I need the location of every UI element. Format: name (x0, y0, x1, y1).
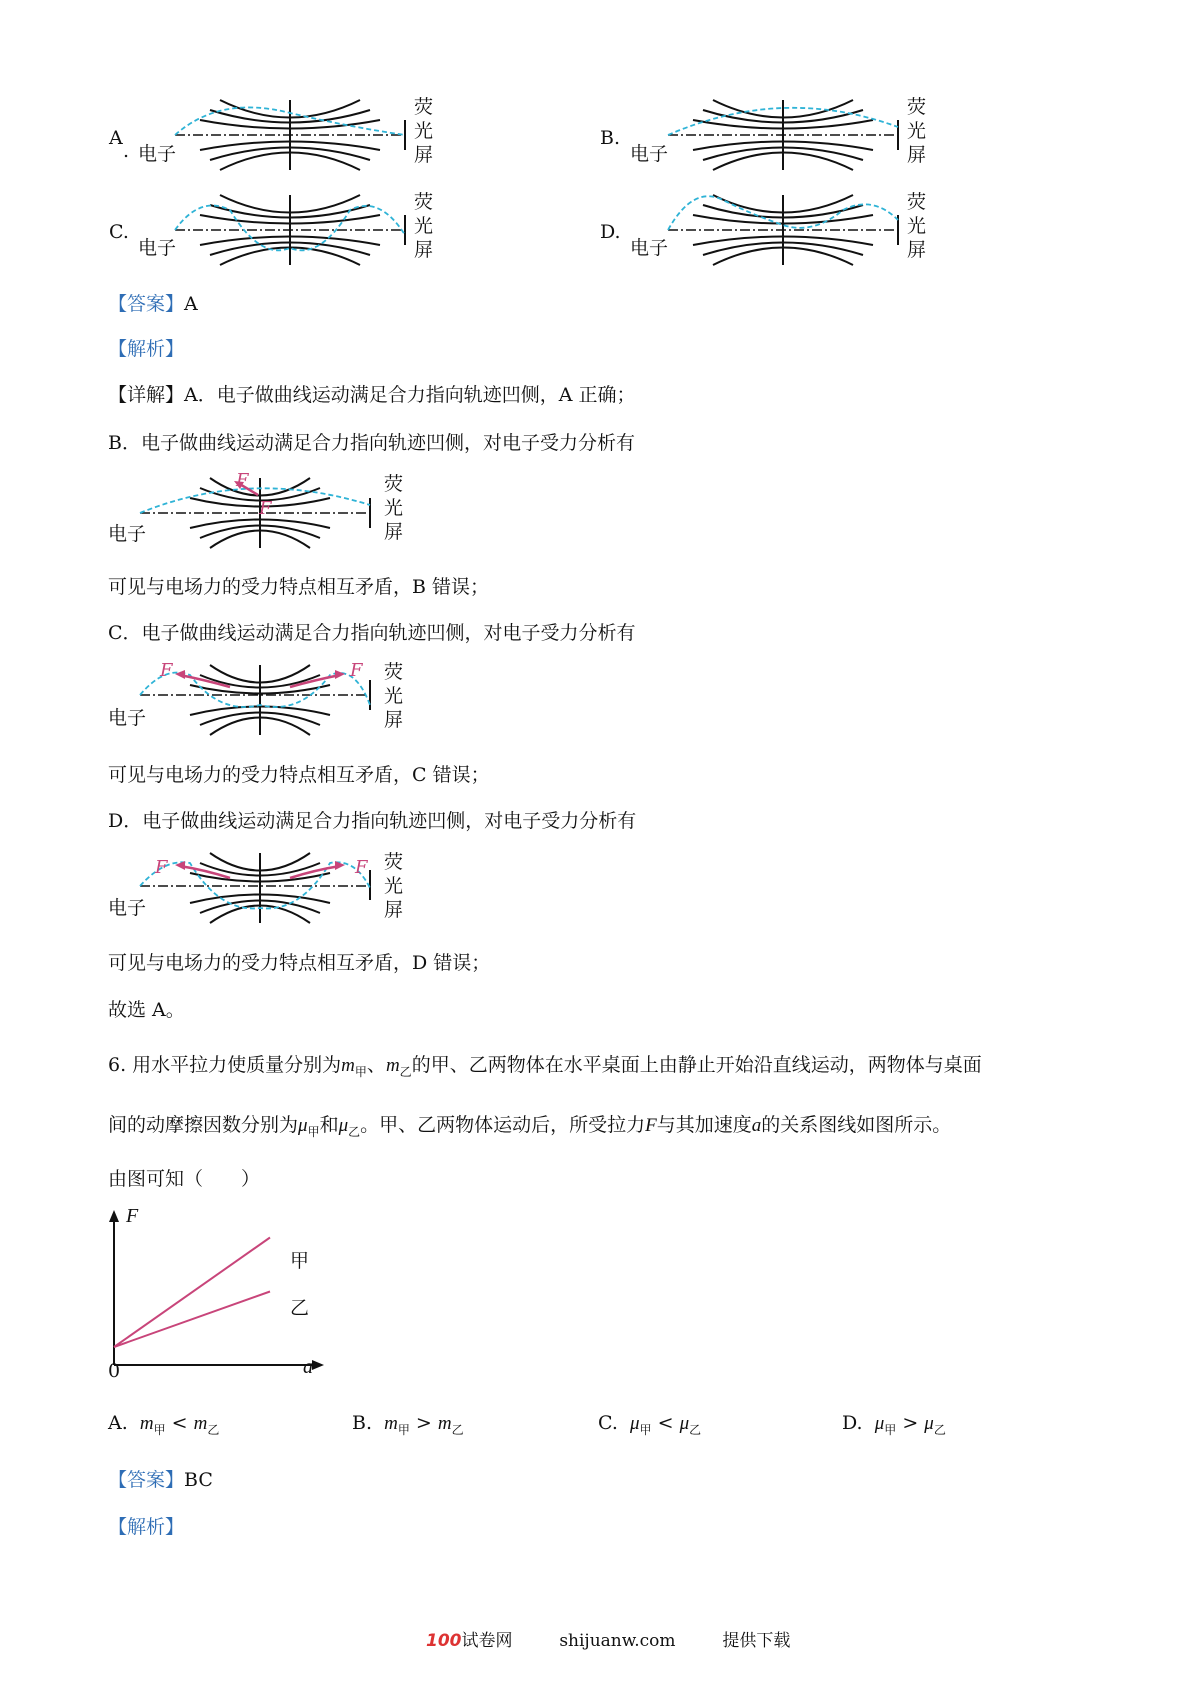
detail-d: D．电子做曲线运动满足合力指向轨迹凹侧，对电子受力分析有 (108, 810, 637, 832)
electron-label: 电子 (138, 237, 177, 259)
force-label: F (236, 470, 249, 491)
force-label: F (259, 498, 272, 519)
screen-label-a: 荧 光 屏 (414, 96, 434, 166)
site-logo[interactable]: 100 (426, 1631, 462, 1651)
y-axis-arrow (109, 1210, 119, 1222)
detail-b: B．电子做曲线运动满足合力指向轨迹凹侧，对电子受力分析有 (108, 432, 635, 454)
series-label-yi: 乙 (290, 1297, 310, 1319)
screen-label: 荧 光 屏 (384, 661, 404, 731)
detail-b-conclusion: 可见与电场力的受力特点相互矛盾，B 错误； (108, 576, 490, 598)
field-diagram-a (180, 95, 420, 175)
series-label-jia: 甲 (290, 1250, 310, 1272)
electron-label: 电子 (108, 897, 147, 919)
q6-option-c: C. $\mu_甲 < \mu_乙$ (598, 1412, 702, 1437)
electron-label: 电子 (630, 143, 669, 165)
q6-line-2: 间的动摩擦因数分别为$\mu_甲$和$\mu_乙$。甲、乙两物体运动后，所受拉力F与其加速度a的关系图线如图所示。 (108, 1114, 952, 1139)
chart-origin-label: 0 (108, 1360, 121, 1382)
series-line-jia (114, 1238, 270, 1348)
q6-line-3: 由图可知（ ） (108, 1168, 261, 1190)
screen-label-d: 荧 光 屏 (907, 191, 927, 261)
electron-label: 电子 (630, 237, 669, 259)
chart-y-label: F (126, 1205, 139, 1227)
screen-label: 荧 光 屏 (384, 851, 404, 921)
option-b-label: B. (600, 127, 621, 149)
electron-label: 电子 (138, 143, 177, 165)
force-label: F (355, 857, 368, 878)
screen-label: 荧 光 屏 (384, 473, 404, 543)
site-url[interactable]: shijuanw.com (559, 1631, 676, 1651)
force-label: F (160, 660, 173, 681)
chart-x-label: a (303, 1356, 313, 1378)
electron-label: 电子 (108, 707, 147, 729)
answer-6: 【答案】BC (108, 1469, 213, 1491)
field-diagram-c (180, 190, 420, 270)
option-d-label: D. (600, 221, 621, 243)
answer-5: 【答案】A (108, 293, 198, 315)
detail-d-conclusion: 可见与电场力的受力特点相互矛盾，D 错误； (108, 952, 491, 974)
x-axis-arrow (312, 1360, 324, 1370)
force-diagram-d (150, 848, 390, 928)
q6-line-1: 6. 用水平拉力使质量分别为$m_甲$、$m_乙$的甲、乙两物体在水平桌面上由静止开始沿直线运动，两物体与桌面 (108, 1054, 982, 1079)
q6-option-b: B. $m_甲 > m_乙$ (352, 1412, 464, 1437)
analysis-5-tag: 【解析】 (108, 338, 185, 360)
q6-option-d: D. $\mu_甲 > \mu_乙$ (842, 1412, 946, 1437)
q6-option-a: A. $m_甲 < m_乙$ (108, 1412, 220, 1437)
option-a-label: A (109, 127, 123, 149)
detail-c: C．电子做曲线运动满足合力指向轨迹凹侧，对电子受力分析有 (108, 622, 636, 644)
site-name[interactable]: 试卷网 (461, 1631, 513, 1651)
detail-final: 故选 A。 (108, 999, 185, 1021)
field-diagram-d (673, 190, 913, 270)
field-diagram-b (673, 95, 913, 175)
footer-provide-text: 提供下载 (722, 1631, 791, 1651)
detail-a: 【详解】A．电子做曲线运动满足合力指向轨迹凹侧，A 正确； (108, 384, 636, 406)
force-label: F (155, 857, 168, 878)
screen-label-c: 荧 光 屏 (414, 191, 434, 261)
option-a-dot: . (123, 140, 130, 162)
detail-c-conclusion: 可见与电场力的受力特点相互矛盾，C 错误； (108, 764, 490, 786)
electron-label: 电子 (108, 523, 147, 545)
footer (426, 1626, 790, 1651)
option-c-label: C. (109, 221, 129, 243)
analysis-6-tag: 【解析】 (108, 1516, 185, 1538)
force-label: F (350, 660, 363, 681)
screen-label-b: 荧 光 屏 (907, 96, 927, 166)
series-line-yi (114, 1292, 270, 1348)
